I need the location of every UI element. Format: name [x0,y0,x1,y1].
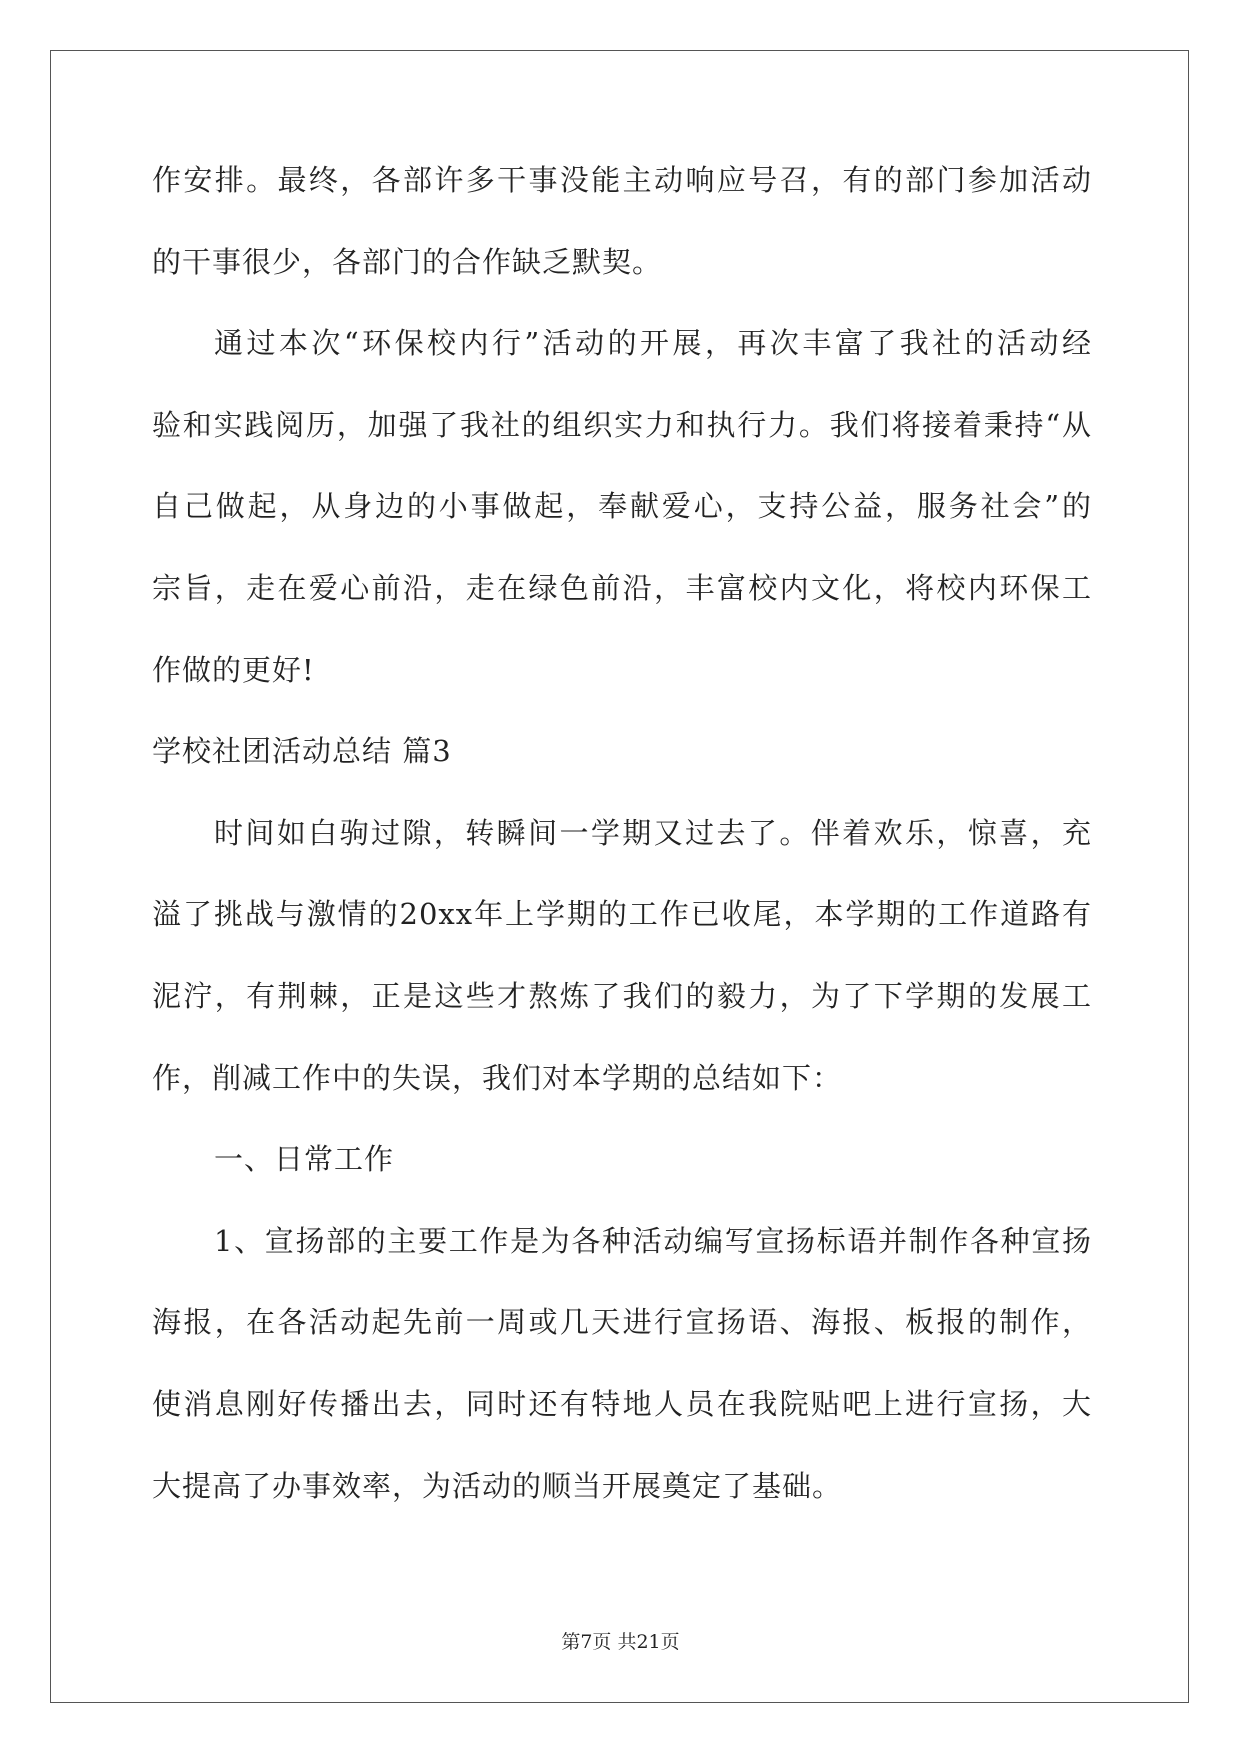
text-line: 的干事很少，各部门的合作缺乏默契。 [152,244,663,279]
text-line: 时间如白驹过隙，转瞬间一学期又过去了。伴着欢乐，惊喜，充 [214,815,1092,850]
text-line: 作做的更好! [152,652,315,687]
text-line: 作，削减工作中的失误，我们对本学期的总结如下： [152,1060,843,1095]
text-line: 泥泞，有荆棘，正是这些才熬炼了我们的毅力，为了下学期的发展工 [152,978,1092,1013]
text-line: 大提高了办事效率，为活动的顺当开展奠定了基础。 [152,1468,843,1503]
text-line: 作安排。最终，各部许多干事没能主动响应号召，有的部门参加活动 [152,163,1092,197]
text-line: 使消息刚好传播出去，同时还有特地人员在我院贴吧上进行宣扬，大 [152,1386,1092,1421]
text-line: 宗旨，走在爱心前沿，走在绿色前沿，丰富校内文化，将校内环保工 [152,570,1092,605]
text-line: 海报，在各活动起先前一周或几天进行宣扬语、海报、板报的制作， [152,1305,1092,1340]
text-line: 验和实践阅历，加强了我社的组织实力和执行力。我们将接着秉持“从 [152,407,1092,442]
text-line: 溢了挑战与激情的20xx年上学期的工作已收尾，本学期的工作道路有 [152,897,1092,932]
text-line: 自己做起，从身边的小事做起，奉献爱心，支持公益，服务社会”的 [152,489,1092,524]
text-line: 1、宣扬部的主要工作是为各种活动编写宣扬标语并制作各种宣扬 [214,1223,1092,1258]
document-body [152,160,1092,1547]
section-heading: 学校社团活动总结 篇3 [152,734,452,769]
page-number: 第7页 共21页 [561,1631,680,1653]
subheading: 一、日常工作 [214,1142,395,1177]
text-line: 通过本次“环保校内行”活动的开展，再次丰富了我社的活动经 [214,326,1092,361]
